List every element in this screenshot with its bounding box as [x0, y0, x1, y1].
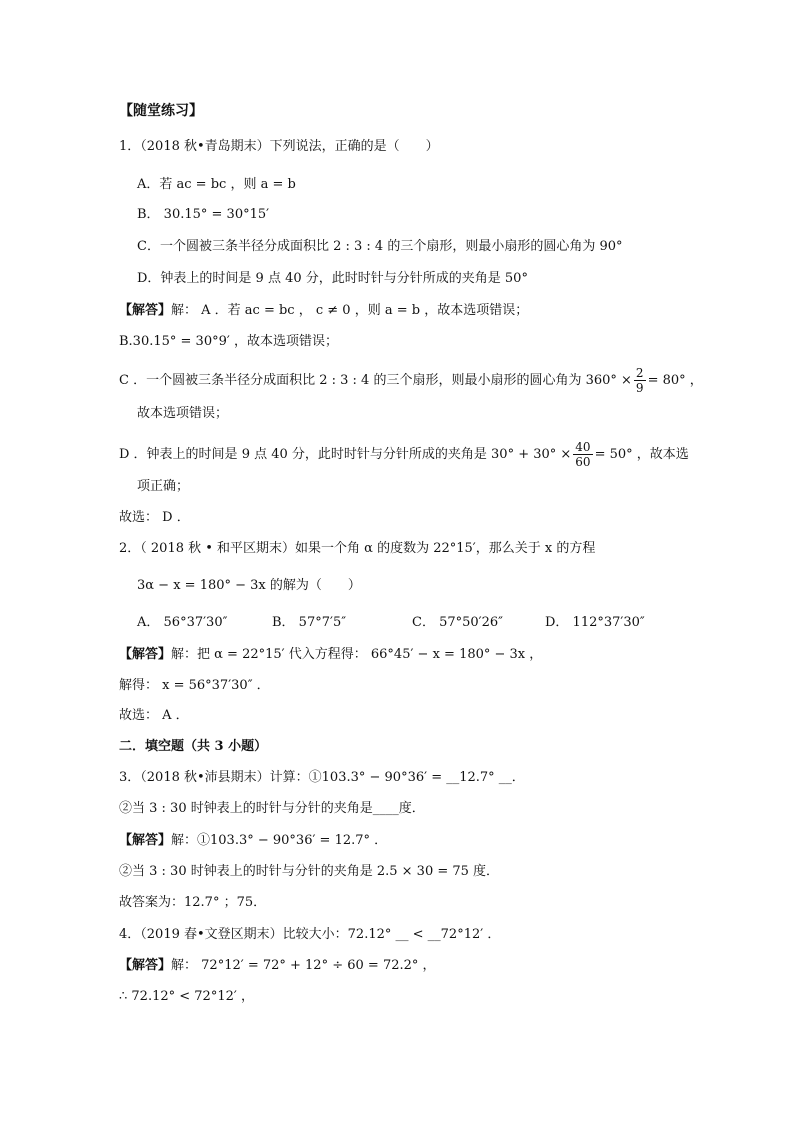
q1-answer-line-b: B.30.15° = 30°9′ ，故本选项错误；	[119, 334, 338, 349]
answer-tag: 【解答】	[119, 833, 172, 848]
q4-answer-line2: ∴ 72.12° < 72°12′ ，	[119, 989, 254, 1004]
answer-tag: 【解答】	[119, 647, 172, 662]
answer-tag: 【解答】	[119, 958, 172, 973]
fraction-denominator: 60	[575, 455, 591, 469]
q2-option-c: C． 57°50′26″	[412, 615, 504, 630]
q1-answer-line-d	[119, 440, 689, 469]
q3-stem: 3．（2018 秋•沛县期末）计算：①103.3° − 90°36′ = __12.7° __．	[119, 770, 525, 785]
q2-option-b: B． 57°7′5″	[272, 615, 347, 630]
q2-solve-line: 解得： x = 56°37′30″ ．	[119, 678, 270, 693]
fraction-numerator: 40	[575, 440, 591, 454]
fraction-numerator: 2	[635, 366, 644, 380]
q1-option-b: B． 30.15° = 30°15′	[137, 207, 270, 222]
q1-option-c: C．一个圆被三条半径分成面积比 2 : 3 : 4 的三个扇形，则最小扇形的圆心角为 90°	[137, 239, 623, 254]
q1-c-text: C ．一个圆被三条半径分成面积比 2 : 3 : 4 的三个扇形，则最小扇形的圆心角为 360° ×	[119, 373, 632, 388]
answer-tag: 【解答】	[119, 303, 172, 318]
q4-answer	[119, 957, 436, 975]
q1-c-fraction	[634, 366, 646, 395]
q1-d-text: D ．钟表上的时间是 9 点 40 分，此时时针与分针所成的夹角是 30° + 30° ×	[119, 447, 572, 462]
q1-answer	[119, 302, 528, 320]
q3-answer-line: 解：①103.3° − 90°36′ = 12.7° ．	[171, 833, 388, 848]
q2-stem-line2: 3α − x = 180° − 3x 的解为（ ）	[137, 578, 361, 593]
q1-stem: 1．（2018 秋•青岛期末）下列说法，正确的是（ ）	[119, 139, 439, 154]
q3-stem-line2: ②当 3 : 30 时钟表上的时针与分针的夹角是____度．	[119, 801, 425, 816]
q1-c-text-end: = 80° ，	[647, 373, 703, 388]
q1-d-fraction	[573, 440, 592, 469]
fraction-denominator: 9	[635, 381, 644, 395]
q2-answer-line: 解：把 α = 22°15′ 代入方程得： 66°45′ − x = 180° − 3x ，	[171, 647, 543, 662]
q2-option-d: D． 112°37′30″	[545, 615, 645, 630]
section-title: 【随堂练习】	[119, 103, 203, 119]
q2-stem: 2．（ 2018 秋 • 和平区期末）如果一个角 α 的度数为 22°15′，那么关于 x 的方程	[119, 541, 596, 556]
q1-answer-line-a: 解： A ．若 ac = bc ， c ≠ 0 ，则 a = b ，故本选项错误；	[171, 303, 529, 318]
q1-conclusion: 故选： D ．	[119, 510, 190, 525]
q1-option-d: D．钟表上的时间是 9 点 40 分，此时时针与分针所成的夹角是 50°	[137, 271, 528, 286]
q2-option-a: A． 56°37′30″	[137, 615, 228, 630]
q1-answer-line-c	[119, 366, 703, 395]
q1-answer-line-d2: 项正确；	[137, 479, 190, 494]
q4-stem: 4．（2019 春•文登区期末）比较大小：72.12° __ < __72°12′ ．	[119, 927, 501, 942]
q4-answer-line: 解： 72°12′ = 72° + 12° ÷ 60 = 72.2° ，	[171, 958, 436, 973]
q1-option-a: A．若 ac = bc ，则 a = b	[137, 177, 296, 192]
q1-answer-line-c2: 故本选项错误；	[137, 406, 229, 421]
q3-answer-line2: ②当 3 : 30 时钟表上的时针与分针的夹角是 2.5 × 30 = 75 度．	[119, 864, 500, 879]
q2-conclusion: 故选： A ．	[119, 708, 189, 723]
section2-title: 二．填空题（共 3 小题）	[119, 739, 268, 754]
q3-final: 故答案为：12.7° ；75．	[119, 895, 267, 910]
q3-answer	[119, 832, 387, 850]
q1-d-text-end: = 50° ，故本选	[594, 447, 689, 462]
q2-answer	[119, 646, 542, 664]
